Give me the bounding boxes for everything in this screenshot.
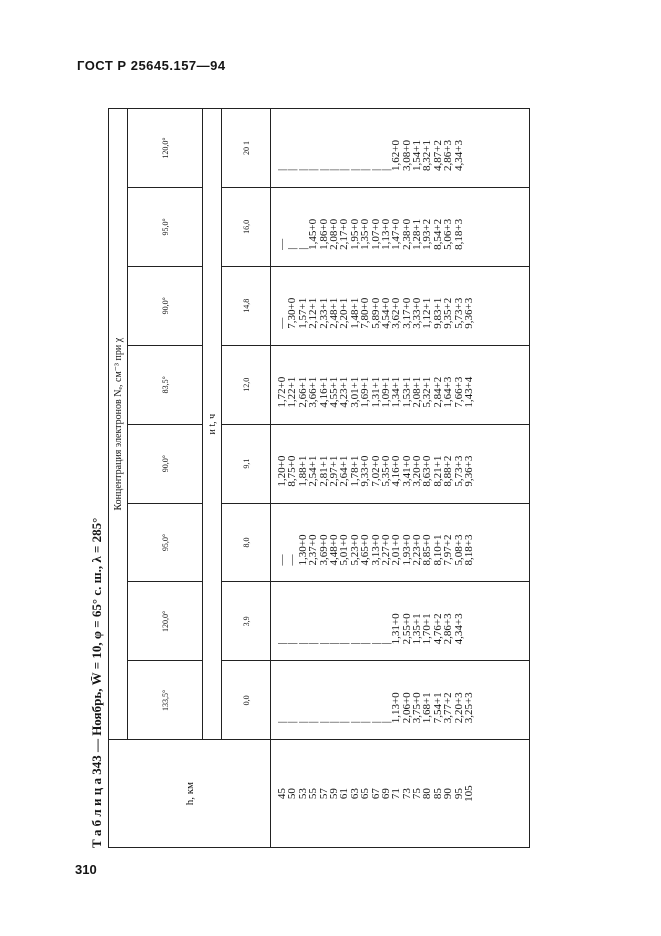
cell-value: 1,70+1 [421, 613, 434, 645]
cell-value: 9,36+3 [463, 455, 476, 487]
cell-value: 3,41+0 [400, 455, 413, 487]
cell-value: | [338, 168, 351, 171]
cell-value: 8,10+1 [431, 534, 444, 566]
cell-value: | [327, 721, 340, 724]
cell-value: 8,63+0 [421, 455, 434, 487]
cell-value: 4,55+1 [327, 376, 340, 408]
cell-value: 3,33+0 [411, 297, 424, 329]
chi-header-cell: 95,0° [128, 187, 203, 266]
cell-value: 2,27+0 [379, 534, 392, 566]
cell-value: 2,66+1 [296, 376, 309, 408]
cell-value: | [338, 642, 351, 645]
cell-value: 2,17+0 [338, 218, 351, 250]
cell-value: 2,08+0 [327, 218, 340, 250]
cell-value: 4,54+0 [379, 297, 392, 329]
chi-header-row [128, 109, 203, 848]
cell-value: | [286, 168, 299, 171]
cell-value: 1,22+1 [286, 376, 299, 408]
cell-value: 2,23+0 [411, 534, 424, 566]
time-header-cell: 16,0 [222, 187, 271, 266]
cell-value: 8,88+2 [442, 455, 455, 487]
cell-value: 4,65+0 [359, 534, 372, 566]
cell-value: 2,06+0 [400, 692, 413, 724]
cell-value: | [369, 642, 382, 645]
chi-header-cell: 83,5° [128, 345, 203, 424]
cell-value: 1,35+0 [359, 218, 372, 250]
cell-value: 1,28+1 [411, 218, 424, 250]
cell-value: 3,01+1 [348, 376, 361, 408]
time-header-cell: 8,0 [222, 503, 271, 582]
data-column [271, 109, 464, 187]
cell-value: 1,95+0 [348, 218, 361, 250]
cell-value: 5,01+0 [338, 534, 351, 566]
height-value: 55 [307, 788, 320, 800]
cell-value: 5,89+0 [369, 297, 382, 329]
cell-value: | [359, 168, 372, 171]
cell-value: 1,78+1 [348, 455, 361, 487]
cell-value: 7,80+0 [359, 297, 372, 329]
cell-value: 2,12+1 [307, 297, 320, 329]
cell-value: 4,16+1 [317, 376, 330, 408]
cell-value: | [296, 721, 309, 724]
chi-header-cell: 120,0° [128, 582, 203, 661]
height-value: 59 [327, 788, 340, 800]
time-header-cell: 9,1 [222, 424, 271, 503]
cell-value: 3,17+0 [400, 297, 413, 329]
cell-value: 2,08+1 [411, 376, 424, 408]
chi-header-cell: 90,0° [128, 424, 203, 503]
cell-value: | [307, 642, 320, 645]
cell-value: | [296, 642, 309, 645]
cell-value: 8,32+1 [421, 139, 434, 171]
data-column [271, 425, 474, 503]
time-header-cell: 14,8 [222, 266, 271, 345]
cell-value: 7,02+0 [369, 455, 382, 487]
cell-value: | [369, 721, 382, 724]
cell-value: 2,20+3 [452, 692, 465, 724]
cell-value: | [286, 642, 299, 645]
cell-value: 7,97+2 [442, 534, 455, 566]
height-value: 50 [286, 788, 299, 800]
cell-value: 1,20+0 [276, 455, 288, 487]
cell-value: 4,48+0 [327, 534, 340, 566]
page-number: 310 [75, 862, 97, 877]
cell-value: 1,88+1 [296, 455, 309, 487]
height-header: h, км [109, 740, 271, 848]
cell-value: | [369, 168, 382, 171]
cell-value: | [327, 642, 340, 645]
cell-value: 3,25+3 [463, 692, 476, 724]
cell-value: 5,32+1 [421, 376, 434, 408]
cell-value: 2,86+3 [442, 613, 455, 645]
cell-value: | [307, 168, 320, 171]
cell-value: 1,12+1 [421, 297, 434, 329]
cell-value: | [296, 247, 309, 250]
cell-value: | [317, 642, 330, 645]
cell-value: 4,34+3 [452, 613, 465, 645]
cell-value: 1,43+4 [463, 376, 476, 408]
height-value: 85 [431, 788, 444, 800]
cell-value: | [379, 721, 392, 724]
height-value: 80 [421, 788, 434, 800]
height-value: 75 [411, 788, 424, 800]
cell-value: — [276, 554, 288, 566]
data-row [271, 109, 530, 848]
cell-value: 1,47+0 [390, 218, 403, 250]
cell-value: 9,83+1 [431, 297, 444, 329]
electron-concentration-table [108, 108, 530, 848]
cell-value: 2,48+1 [327, 297, 340, 329]
time-header-cell: 12,0 [222, 345, 271, 424]
cell-value: 1,54+1 [411, 139, 424, 171]
cell-value: | [276, 168, 288, 171]
cell-value: 8,54+2 [431, 218, 444, 250]
cell-value: 7,66+3 [452, 376, 465, 408]
cell-value: 1,68+1 [421, 692, 434, 724]
cell-value: | [296, 168, 309, 171]
table-caption: Т а б л и ц а 343 — Ноябрь, W̄ = 10, φ = 65° с. ш., λ = 285° [89, 517, 104, 848]
height-value: 53 [296, 788, 309, 800]
data-column [271, 661, 474, 739]
height-value: 65 [359, 788, 372, 800]
cell-value: 4,16+0 [390, 455, 403, 487]
cell-value: 2,01+0 [390, 534, 403, 566]
cell-value: 1,31+1 [369, 376, 382, 408]
height-value: 45 [276, 788, 288, 800]
cell-value: | [317, 721, 330, 724]
cell-value: 2,64+1 [338, 455, 351, 487]
height-column [271, 740, 474, 847]
chi-header-cell: 120,0° [128, 109, 203, 188]
cell-value: | [379, 642, 392, 645]
cell-value: 1,45+0 [307, 218, 320, 250]
cell-value: 5,08+3 [452, 534, 465, 566]
cell-value: — [286, 554, 299, 566]
cell-value: 9,36+3 [463, 297, 476, 329]
cell-value: 3,62+0 [390, 297, 403, 329]
cell-value: | [276, 721, 288, 724]
cell-value: 5,23+0 [348, 534, 361, 566]
cell-value: 5,35+0 [379, 455, 392, 487]
time-header-row [222, 109, 271, 848]
cell-value: 1,93+2 [421, 218, 434, 250]
height-value: 71 [390, 788, 403, 800]
cell-value: 8,18+3 [463, 534, 476, 566]
rotated-table-block [86, 108, 548, 848]
cell-value: — [276, 238, 288, 250]
cell-value: 8,18+3 [452, 218, 465, 250]
cell-value: 2,38+0 [400, 218, 413, 250]
chi-header-cell: 90,0° [128, 266, 203, 345]
cell-value: 8,75+0 [286, 455, 299, 487]
cell-value: 4,87+2 [431, 139, 444, 171]
cell-value: 1,69+1 [359, 376, 372, 408]
cell-value: 1,57+1 [296, 297, 309, 329]
cell-value: 2,97+1 [327, 455, 340, 487]
title-header: Концентрация электронов Nₑ, см⁻³ при χ [109, 109, 128, 740]
cell-value: 4,23+1 [338, 376, 351, 408]
cell-value: 1,31+0 [390, 613, 403, 645]
cell-value: | [348, 642, 361, 645]
height-value: 67 [369, 788, 382, 800]
cell-value: 4,34+3 [452, 139, 465, 171]
height-value: 95 [452, 788, 465, 800]
height-value: 90 [442, 788, 455, 800]
cell-value: | [348, 721, 361, 724]
height-value: 57 [317, 788, 330, 800]
time-header-cell: 20 1 [222, 109, 271, 188]
cell-value: 2,55+0 [400, 613, 413, 645]
data-column [271, 346, 474, 424]
cell-value: 5,73+3 [452, 455, 465, 487]
height-value: 73 [400, 788, 413, 800]
cell-value: 2,81+1 [317, 455, 330, 487]
cell-value: 1,53+1 [400, 376, 413, 408]
height-value: 105 [463, 785, 476, 802]
cell-value: | [276, 642, 288, 645]
document-header: ГОСТ Р 25645.157—94 [77, 58, 226, 73]
cell-value: | [379, 168, 392, 171]
cell-value: 1,93+0 [400, 534, 413, 566]
data-column [271, 267, 474, 345]
height-value: 61 [338, 788, 351, 800]
cell-value: 1,62+0 [390, 139, 403, 171]
cell-value: 1,13+0 [390, 692, 403, 724]
cell-value: | [348, 168, 361, 171]
cell-value: | [286, 247, 299, 250]
cell-value: | [359, 721, 372, 724]
data-column [271, 504, 474, 582]
cell-value: 2,20+1 [338, 297, 351, 329]
data-column [271, 188, 464, 266]
cell-value: | [359, 642, 372, 645]
cell-value: 9,33+0 [359, 455, 372, 487]
cell-value: 1,86+0 [317, 218, 330, 250]
cell-value: 1,64+3 [442, 376, 455, 408]
cell-value: | [317, 168, 330, 171]
cell-value: | [307, 721, 320, 724]
cell-value: 1,48+1 [348, 297, 361, 329]
cell-value: 1,07+0 [369, 218, 382, 250]
cell-value: 3,66+1 [307, 376, 320, 408]
cell-value: 7,30+0 [286, 297, 299, 329]
cell-value: 3,75+0 [411, 692, 424, 724]
cell-value: 2,54+1 [307, 455, 320, 487]
cell-value: 5,73+3 [452, 297, 465, 329]
cell-value: 5,06+3 [442, 218, 455, 250]
cell-value: 1,72+0 [276, 376, 288, 408]
cell-value: 1,13+0 [379, 218, 392, 250]
cell-value: 3,08+0 [400, 139, 413, 171]
cell-value: 3,77+2 [442, 692, 455, 724]
cell-value: 3,13+0 [369, 534, 382, 566]
cell-value: 2,37+0 [307, 534, 320, 566]
cell-value: 1,35+1 [411, 613, 424, 645]
time-header-cell: 3,9 [222, 582, 271, 661]
cell-value: 2,33+1 [317, 297, 330, 329]
cell-value: 7,54+1 [431, 692, 444, 724]
height-value: 69 [379, 788, 392, 800]
height-value: 63 [348, 788, 361, 800]
cell-value: | [338, 721, 351, 724]
data-column [271, 582, 464, 660]
cell-value: 2,86+3 [442, 139, 455, 171]
cell-value: — [276, 317, 288, 329]
cell-value: 9,35+2 [442, 297, 455, 329]
cell-value: 1,30+0 [296, 534, 309, 566]
cell-value: | [286, 721, 299, 724]
cell-value: 4,76+2 [431, 613, 444, 645]
chi-header-cell: 133,5° [128, 661, 203, 740]
cell-value: 2,84+2 [431, 376, 444, 408]
time-header: и t, ч [203, 109, 222, 740]
time-header-cell: 0,0 [222, 661, 271, 740]
cell-value: 8,85+0 [421, 534, 434, 566]
cell-value: | [327, 168, 340, 171]
chi-header-cell: 95,0° [128, 503, 203, 582]
cell-value: 1,34+1 [390, 376, 403, 408]
cell-value: 1,09+1 [379, 376, 392, 408]
cell-value: 3,69+0 [317, 534, 330, 566]
cell-value: 3,20+0 [411, 455, 424, 487]
cell-value: 8,21+1 [431, 455, 444, 487]
